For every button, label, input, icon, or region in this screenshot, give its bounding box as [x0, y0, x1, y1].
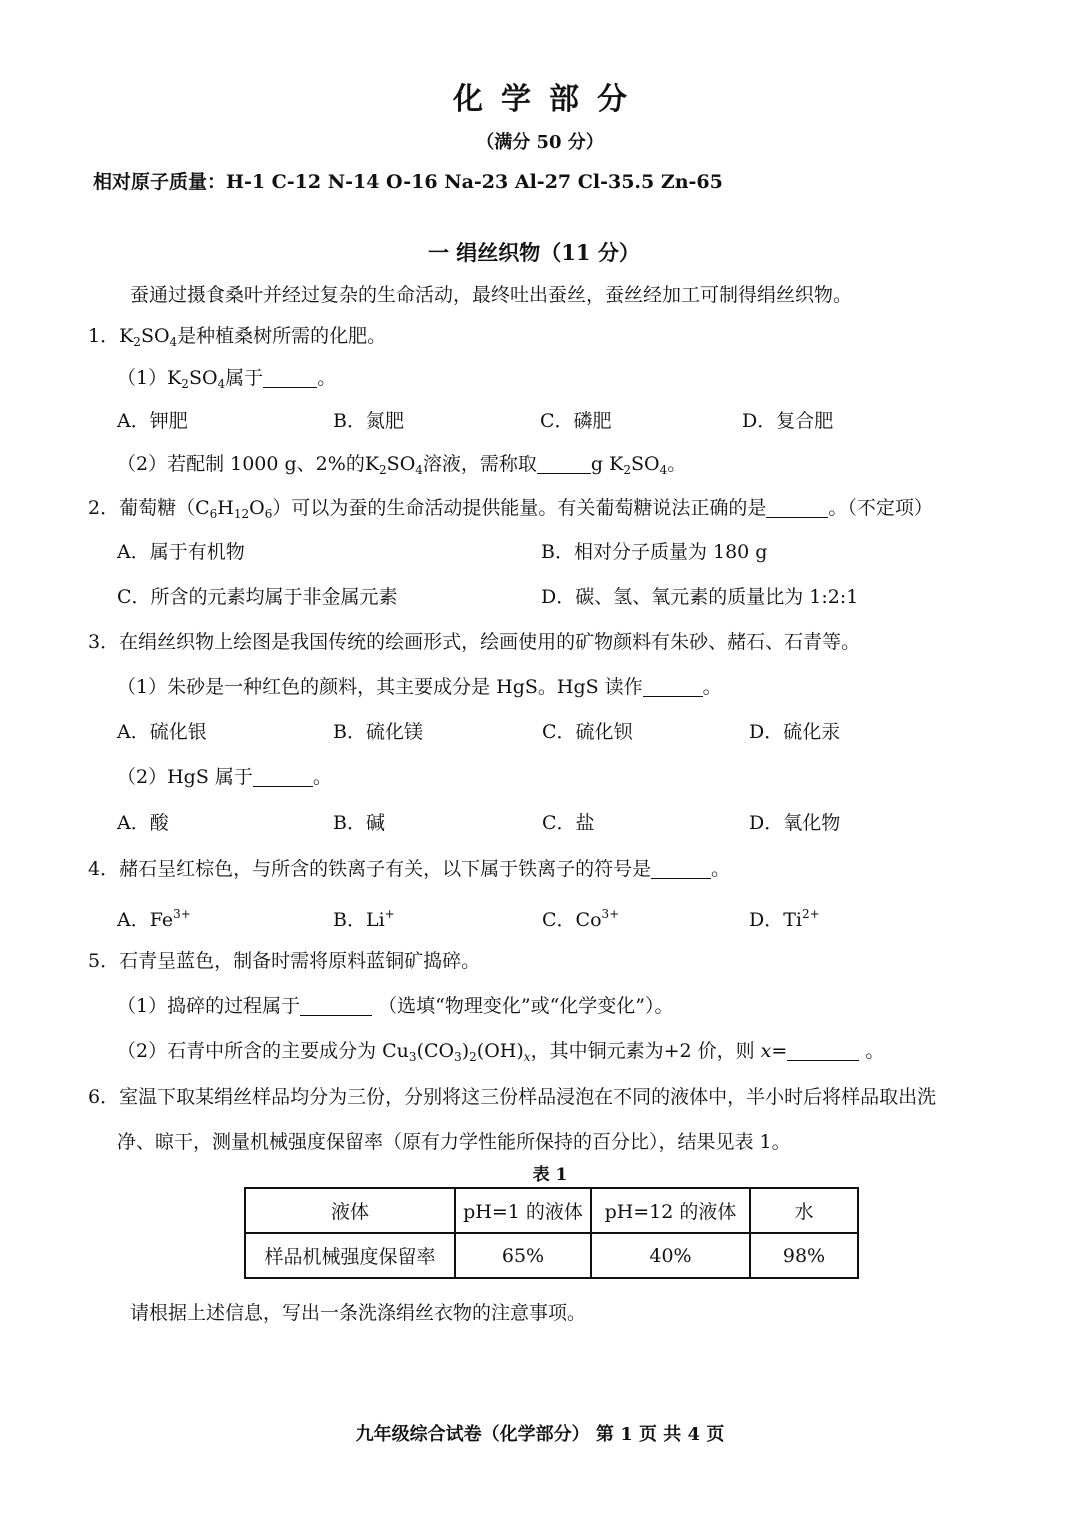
question-6-ask: 请根据上述信息，写出一条洗涤绢丝衣物的注意事项。	[130, 1302, 587, 1324]
section-heading: 一 绢丝织物（11 分）	[428, 240, 640, 265]
table-cell: 40%	[591, 1233, 750, 1278]
formula-malachite: $Cu_3(CO_3)_2(OH)_x$	[382, 1040, 531, 1064]
answer-blank[interactable]	[537, 453, 591, 474]
page-title: 化学部分	[453, 82, 645, 117]
option: A．酸	[117, 812, 169, 834]
question-6-line-2: 净、晾干，测量机械强度保留率（原有力学性能所保持的百分比），结果见表 1。	[117, 1131, 791, 1153]
option: C．盐	[542, 812, 595, 834]
formula-glucose: $C_6H_{12}O_6$	[195, 497, 273, 521]
answer-blank[interactable]	[300, 995, 372, 1016]
full-score: （满分 50 分）	[476, 132, 604, 153]
option: D．$Ti^{2+}$	[749, 907, 820, 931]
table-header-cell: pH=12 的液体	[591, 1188, 750, 1233]
table-header-cell: 水	[750, 1188, 858, 1233]
question-5: 5．石青呈蓝色，制备时需将原料蓝铜矿捣碎。	[88, 950, 481, 972]
answer-blank[interactable]	[766, 497, 828, 518]
option: D．复合肥	[742, 410, 834, 432]
question-1-part-2: （2）若配制 1000 g、2%的$K_2SO_4$溶液，需称取 g $K_2SO_4$。	[117, 453, 687, 477]
question-2: 2．葡萄糖$(C_6H_{12}O_6)$可以为蚕的生命活动提供能量。有关葡萄糖说法正确的是 。（不定项）	[88, 497, 933, 521]
option: B．硫化镁	[333, 721, 423, 743]
question-4: 4．赭石呈红棕色，与所含的铁离子有关，以下属于铁离子的符号是 。	[88, 858, 731, 880]
table-caption: 表 1	[532, 1165, 568, 1185]
option: A．属于有机物	[117, 541, 245, 563]
question-3: 3．在绢丝织物上绘图是我国传统的绘画形式，绘画使用的矿物颜料有朱砂、赭石、石青等。	[88, 631, 861, 653]
data-table	[244, 1187, 859, 1279]
option: B．碱	[333, 812, 385, 834]
option: B．相对分子质量为 180 g	[541, 541, 768, 563]
table-cell: 98%	[750, 1233, 858, 1278]
table-cell: 样品机械强度保留率	[245, 1233, 455, 1278]
formula-k2so4: $K_2SO_4$	[364, 453, 423, 477]
question-3-part-2: （2）HgS 属于 。	[117, 766, 332, 788]
formula-k2so4: $K_2SO_4$	[119, 325, 178, 349]
atomic-masses: 相对原子质量：H-1 C-12 N-14 O-16 Na-23 Al-27 Cl-35.5 Zn-65	[93, 171, 723, 193]
table-row	[245, 1233, 858, 1278]
option: A．硫化银	[117, 721, 207, 743]
question-6: 6．室温下取某绢丝样品均分为三份，分别将这三份样品浸泡在不同的液体中，半小时后将样品取出洗	[88, 1086, 937, 1108]
table-cell: 65%	[455, 1233, 591, 1278]
option: C．所含的元素均属于非金属元素	[117, 586, 398, 608]
formula-k2so4: $K_2SO_4$	[609, 453, 668, 477]
question-5-part-1: （1）捣碎的过程属于 （选填“物理变化”或“化学变化”）。	[117, 995, 674, 1017]
table-header-cell: pH=1 的液体	[455, 1188, 591, 1233]
option: D．氧化物	[749, 812, 841, 834]
formula-k2so4: $K_2SO_4$	[167, 367, 226, 391]
option: A．钾肥	[117, 410, 188, 432]
question-1-part-1: $(1)K_2SO_4$属于 。	[117, 367, 337, 391]
option: C．$Co^{3+}$	[542, 907, 620, 931]
table-header-row	[245, 1188, 858, 1233]
option: D．碳、氢、氧元素的质量比为 1:2:1	[541, 586, 859, 608]
question-number: 1．	[88, 325, 120, 347]
question-5-part-2: （2）石青中所含的主要成分为 $Cu_3(CO_3)_2(OH)_x$，其中铜元素为+2 价，则 x= 。	[117, 1040, 885, 1064]
option: C．硫化钡	[542, 721, 633, 743]
option: B．氮肥	[333, 410, 404, 432]
page-footer: 九年级综合试卷（化学部分） 第 1 页 共 4 页	[355, 1424, 725, 1445]
question-3-part-1: （1）朱砂是一种红色的颜料，其主要成分是 HgS。HgS 读作 。	[117, 676, 722, 698]
answer-blank[interactable]	[643, 676, 703, 697]
option: A．$Fe^{3+}$	[117, 907, 191, 931]
table-header-cell: 液体	[245, 1188, 455, 1233]
answer-blank[interactable]	[787, 1040, 859, 1061]
option: D．硫化汞	[749, 721, 841, 743]
answer-blank[interactable]	[651, 858, 711, 879]
section-intro: 蚕通过摄食桑叶并经过复杂的生命活动，最终吐出蚕丝，蚕丝经加工可制得绢丝织物。	[130, 284, 853, 306]
answer-blank[interactable]	[263, 367, 317, 388]
question-1: 1．$K_2SO_4$是种植桑树所需的化肥。	[88, 325, 387, 349]
option: B．Li+	[333, 907, 395, 931]
option: C．磷肥	[540, 410, 612, 432]
answer-blank[interactable]	[253, 766, 313, 787]
